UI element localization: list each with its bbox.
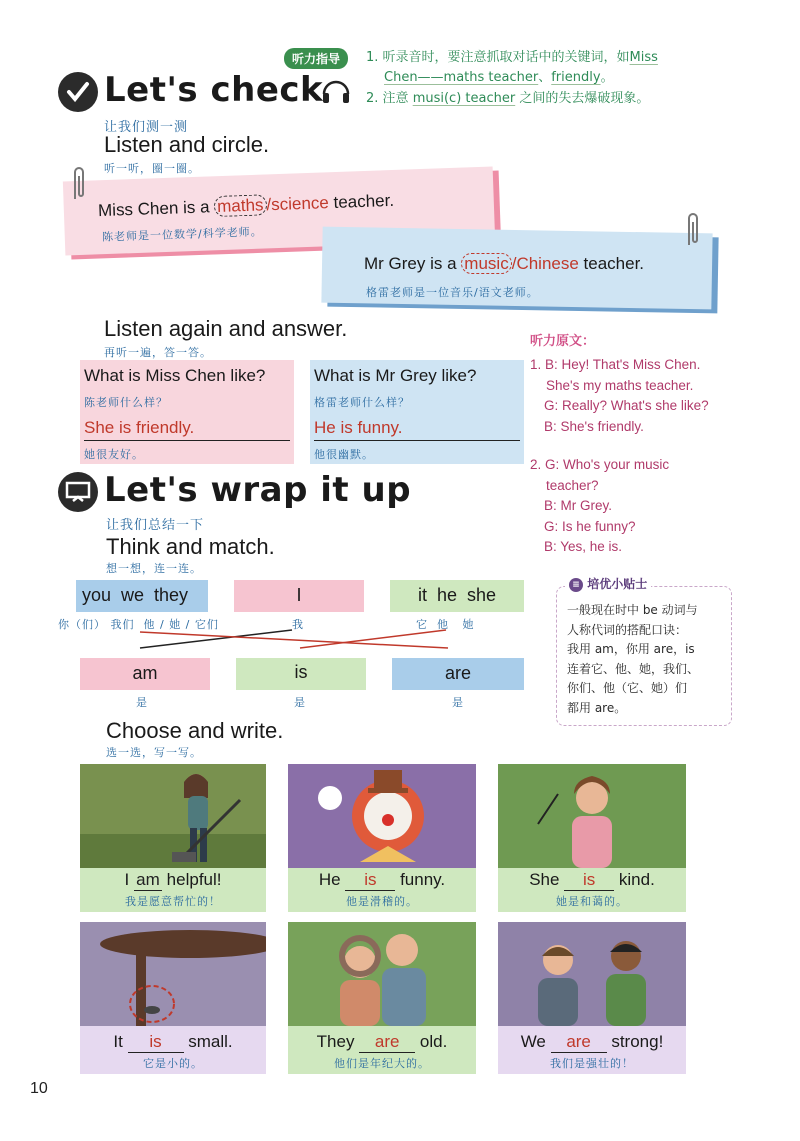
task-listen-answer: Listen again and answer. — [104, 316, 348, 341]
picture-card-funny — [288, 764, 476, 912]
verb-label: are — [444, 663, 471, 683]
pronoun-cn: 我 — [292, 618, 304, 631]
pronoun-cn: 它 他 她 — [416, 618, 475, 631]
sentence-small: It is small. — [113, 1032, 233, 1051]
task-think-match-cn: 想一想，连一连。 — [106, 562, 202, 575]
task-choose-write: Choose and write. — [106, 718, 284, 743]
section-title-lets-check-cn: 让我们测一测 — [104, 120, 189, 135]
picture-card-strong — [498, 922, 686, 1074]
card2-translation: 格雷老师是一位音乐/语文老师。 — [366, 286, 539, 299]
sentence-kind: She is kind. — [529, 870, 655, 889]
scene-clown — [288, 764, 476, 868]
listening-tips-badge: 听力指导 — [284, 48, 348, 69]
verb-cn: 是 — [452, 696, 464, 709]
verb-box-am[interactable] — [80, 658, 210, 690]
task-listen-circle: Listen and circle. — [104, 132, 270, 157]
pronoun-cn: 你（们） 我们 他 / 她 / 它们 — [58, 618, 219, 631]
transcript-line: B: She's friendly. — [544, 418, 644, 434]
sentence-helpful: I am helpful! — [124, 870, 222, 889]
picture-card-small — [80, 922, 266, 1074]
listening-tips-line1b: Chen——maths teacher、friendly。 — [384, 70, 614, 85]
task-think-match: Think and match. — [106, 534, 275, 559]
section-title-wrap-up: Let's wrap it up — [104, 470, 412, 510]
verb-box-is[interactable] — [236, 658, 366, 690]
transcript-heading: 听力原文： — [530, 334, 596, 349]
sentence-small-cn: 它是小的。 — [143, 1057, 203, 1070]
transcript-line: 2. G: Who's your music — [530, 457, 670, 472]
pronoun-label: I — [296, 585, 302, 605]
sentence-helpful-cn: 我是愿意帮忙的！ — [125, 895, 221, 908]
verb-cn: 是 — [136, 696, 148, 709]
task-choose-write-cn: 选一选，写一写。 — [106, 746, 202, 759]
scene-old-couple — [288, 922, 476, 1026]
verb-cn: 是 — [294, 696, 306, 709]
pronoun-label: you we they — [82, 585, 189, 605]
card1-translation: 陈老师是一位数学/科学老师。 — [101, 225, 263, 244]
question-miss-chen: What is Miss Chen like? — [84, 366, 266, 385]
answer-mr-grey: He is funny. — [314, 418, 403, 437]
answer-miss-chen: She is friendly. — [84, 418, 195, 437]
sentence-strong: We are strong! — [520, 1032, 664, 1051]
question-mr-grey-cn: 格雷老师什么样？ — [314, 396, 410, 409]
section-title-wrap-up-cn: 让我们总结一下 — [106, 518, 205, 533]
verb-label: is — [294, 662, 308, 682]
question-miss-chen-cn: 陈老师什么样？ — [84, 396, 168, 409]
transcript-line: 1. B: Hey! That's Miss Chen. — [530, 357, 701, 372]
task-listen-circle-cn: 听一听，圈一圈。 — [104, 162, 200, 175]
sentence-strong-cn: 我们是强壮的！ — [550, 1057, 634, 1070]
picture-card-old — [288, 922, 476, 1074]
card1-sentence: Miss Chen is a maths /science teacher. — [97, 190, 395, 221]
transcript-line: She's my maths teacher. — [546, 377, 694, 393]
answer-miss-chen-cn: 她很友好。 — [84, 448, 144, 461]
picture-card-helpful — [80, 764, 266, 912]
list-icon: ≡ — [569, 578, 583, 592]
listening-tips-line1: 1. 听录音时，要注意抓取对话中的关键词，如Miss — [366, 50, 658, 65]
tip-text: 一般现在时中 be 动词与 人称代词的搭配口诀： 我用 am，你用 are，is 连着它、他、她，我们、 你们、他（它、她）们 都用 are。 — [567, 603, 700, 715]
scene-strong-boys — [498, 922, 686, 1026]
question-mr-grey: What is Mr Grey like? — [314, 366, 477, 385]
verb-label: am — [132, 663, 158, 683]
scene-mopping-girl — [80, 764, 266, 868]
sentence-funny: He is funny. — [318, 870, 446, 889]
transcript-line: G: Really? What's she like? — [544, 398, 709, 413]
answer-mr-grey-cn: 他很幽默。 — [314, 448, 374, 461]
transcript-line: B: Yes, he is. — [544, 539, 623, 554]
card2-sentence: Mr Grey is a music /Chinese teacher. — [364, 254, 645, 273]
transcript-line: teacher? — [546, 477, 599, 493]
sentence-kind-cn: 她是和蔼的。 — [556, 895, 628, 908]
transcript-line: B: Mr Grey. — [544, 498, 613, 513]
scene-mouse-under-table — [80, 922, 266, 1026]
sentence-old-cn: 他们是年纪大的。 — [334, 1057, 430, 1070]
verb-box-are[interactable] — [392, 658, 524, 690]
task-listen-answer-cn: 再听一遍，答一答。 — [104, 346, 212, 359]
pronoun-label: it he she — [417, 585, 497, 605]
sentence-old: They are old. — [316, 1032, 448, 1051]
scene-teacher — [498, 764, 686, 868]
tip-badge: ≡ 培优小贴士 — [565, 575, 651, 592]
page-number: 10 — [30, 1080, 48, 1097]
sentence-funny-cn: 他是滑稽的。 — [346, 895, 418, 908]
picture-card-kind — [498, 764, 686, 912]
listening-tips-line2: 2. 注意 musi(c) teacher 之间的失去爆破现象。 — [366, 91, 650, 106]
section-title-lets-check: Let's check — [104, 70, 324, 110]
tip-box — [556, 577, 732, 726]
transcript-line: G: Is he funny? — [544, 518, 636, 534]
